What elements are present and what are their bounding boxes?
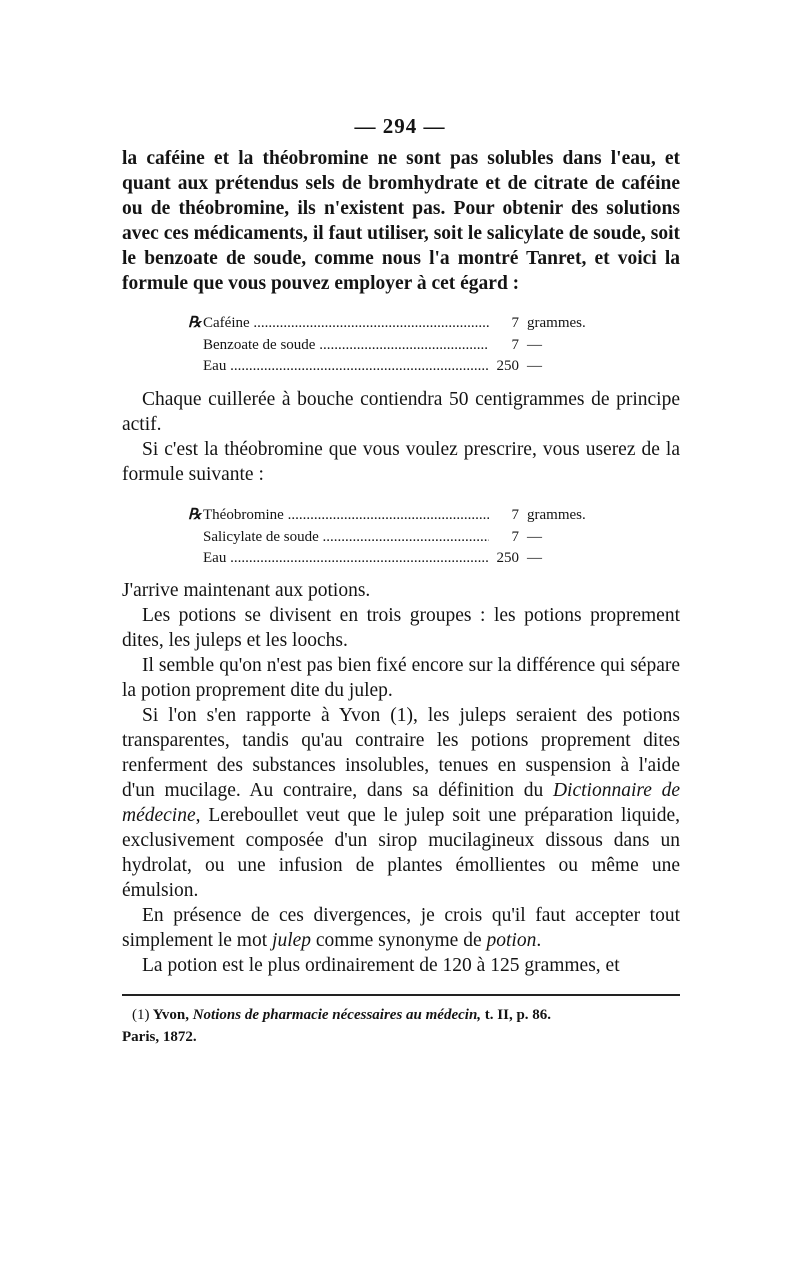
ingredient-unit: — (527, 550, 542, 566)
paragraph-yvon (122, 703, 680, 903)
paragraph-presence (122, 903, 680, 953)
recipe-symbol (188, 356, 203, 378)
ingredient-unit: — (527, 336, 542, 353)
paragraph-presence-end: . (536, 930, 542, 951)
ingredient-name: Eau ..... (203, 548, 489, 570)
word-potion: potion (486, 930, 537, 951)
ingredient-unit: grammes. (527, 507, 586, 523)
paragraph-presence-text: En présence de ces divergences, je crois qu'il faut accepter tout simplement le mot (122, 905, 680, 951)
ingredient-name: Eau ..... (203, 356, 489, 378)
ingredient-quantity: 7 (511, 528, 519, 545)
body-text-bottom (122, 578, 680, 978)
paragraph-cuilleree: Chaque cuillerée à bouche contiendra 50 centigrammes de principe actif. (122, 389, 680, 435)
recipe-symbol (188, 527, 203, 549)
footnote-author: Yvon, (152, 1007, 189, 1023)
footnote-title: Notions de pharmacie nécessaires au médecin, (192, 1007, 482, 1023)
dictionary-title: Dictionnaire de médecine (122, 780, 680, 826)
body-text-top (122, 146, 680, 296)
ingredient-name: Benzoate de soude ..... (203, 335, 489, 357)
formula-row (188, 356, 608, 378)
formula-row (188, 335, 608, 357)
paragraph-yvon-text: Si l'on s'en rapporte à Yvon (1), les juleps seraient des potions transparentes, tandis qu'au contraire les potions proprement dites renferment des substances insolubles, tenues en suspension à l'aide d'un mucilage. Au contraire, dans sa définition du (122, 705, 680, 801)
paragraph-theobromine: Si c'est la théobromine que vous voulez prescrire, vous userez de la formule suivante : (122, 439, 680, 485)
formula-row (188, 313, 608, 335)
recipe-symbol: ℞ (188, 315, 202, 331)
page-number: — 294 — (354, 114, 446, 138)
footnote-divider (122, 994, 680, 996)
word-julep: julep (272, 930, 312, 951)
formula-row (188, 548, 608, 570)
paragraph-yvon-text-cont: , Lereboullet veut que le julep soit une préparation liquide, exclusivement composée d'un sirop mucilagineux dissous dans un hydrolat, ou une infusion de plantes émollientes ou même une émulsion. (122, 805, 680, 901)
ingredient-quantity: 7 (511, 336, 519, 353)
formula-theobromine (188, 505, 608, 570)
recipe-symbol: ℞ (188, 507, 202, 523)
ingredient-name: Théobromine ..... (203, 505, 489, 527)
paragraph-groupes: Les potions se divisent en trois groupes : les potions proprement dites, les juleps et les loochs. (122, 605, 680, 651)
ingredient-name: Salicylate de soude ..... (203, 527, 489, 549)
paragraph-intro: la caféine et la théobromine ne sont pas solubles dans l'eau, et quant aux prétendus sels de bromhydrate et de citrate de caféine ou de théobromine, ils n'existent pas. Pour obtenir des solutions avec ces médicaments, il faut utiliser, soit le salicylate de soude, soit le benzoate de soude, comme nous l'a montré Tanret, et voici la formule que vous pouvez employer à cet égard : (122, 148, 680, 294)
recipe-symbol (188, 548, 203, 570)
body-text-middle (122, 387, 680, 487)
footnote-marker: (1) (132, 1007, 150, 1023)
paragraph-last: La potion est le plus ordinairement de 120 à 125 grammes, et (142, 955, 620, 976)
ingredient-name: Caféine ..... (203, 313, 489, 335)
formula-row (188, 505, 608, 527)
footnote-place-date: Paris, 1872. (122, 1029, 197, 1045)
formula-row (188, 527, 608, 549)
paragraph-presence-mid: comme synonyme de (311, 930, 487, 951)
paragraph-potions: J'arrive maintenant aux potions. (122, 580, 371, 601)
ingredient-unit: — (527, 528, 542, 545)
recipe-symbol (188, 335, 203, 357)
paragraph-difference: Il semble qu'on n'est pas bien fixé encore sur la différence qui sépare la potion proprement dite du julep. (122, 655, 680, 701)
footnote (122, 1004, 680, 1048)
footnote-reference: t. II, p. 86. (484, 1007, 552, 1023)
ingredient-quantity: 7 (511, 507, 519, 523)
ingredient-unit: — (527, 358, 542, 374)
ingredient-quantity: 250 (496, 358, 519, 374)
ingredient-quantity: 250 (496, 550, 519, 566)
ingredient-quantity: 7 (511, 315, 519, 331)
formula-caffeine (188, 313, 608, 378)
ingredient-unit: grammes. (527, 315, 586, 331)
